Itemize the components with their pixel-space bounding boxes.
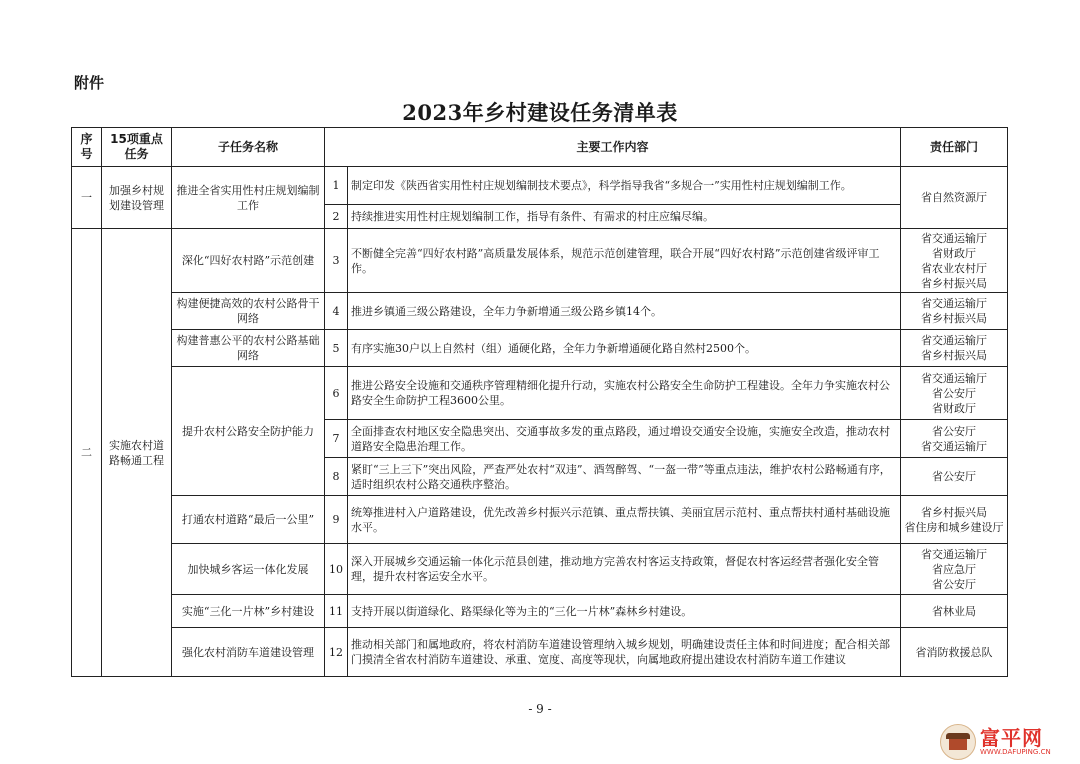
- item-number: 5: [325, 330, 348, 367]
- dept-name: 省交通运输厅: [921, 547, 988, 561]
- responsible-dept: [901, 167, 1008, 229]
- dept-name: 省交通运输厅: [921, 231, 988, 245]
- item-content: 推动相关部门和属地政府，将农村消防车道建设管理纳入城乡规划，明确建设责任主体和时间进度；配合相关部门摸清全省农村消防车道建设、承重、宽度、高度等现状，向属地政府提出建设农村消防车道工作建议: [348, 628, 901, 677]
- attachment-label: 附件: [74, 74, 105, 92]
- watermark: [940, 722, 1074, 760]
- item-number: 4: [325, 293, 348, 330]
- item-content: 支持开展以街道绿化、路渠绿化等为主的“三化一片林”森林乡村建设。: [348, 595, 901, 628]
- dept-name: 省公安厅: [932, 424, 977, 438]
- responsible-dept: [901, 293, 1008, 330]
- header-dept: 责任部门: [901, 128, 1008, 167]
- table-row: [72, 293, 1008, 330]
- table-row: [72, 544, 1008, 595]
- subtask-name: 推进全省实用性村庄规划编制工作: [172, 167, 325, 229]
- group-key-task: 加强乡村规划建设管理: [102, 167, 172, 229]
- subtask-name: 提升农村公路安全防护能力: [172, 367, 325, 496]
- dept-name: 省财政厅: [932, 246, 977, 260]
- table-row: [72, 628, 1008, 677]
- responsible-dept: [901, 628, 1008, 677]
- item-number: 7: [325, 420, 348, 458]
- dept-name: 省公安厅: [932, 386, 977, 400]
- responsible-dept: [901, 367, 1008, 420]
- subtask-name: 深化“四好农村路”示范创建: [172, 229, 325, 293]
- subtask-name: 强化农村消防车道建设管理: [172, 628, 325, 677]
- item-content: 推进公路安全设施和交通秩序管理精细化提升行动，实施农村公路安全生命防护工程建设。全年力争实施农村公路安全生命防护工程3600公里。: [348, 367, 901, 420]
- page-number: - 9 -: [528, 702, 552, 716]
- subtask-name: 构建普惠公平的农村公路基础网络: [172, 330, 325, 367]
- table-header-row: [72, 128, 1008, 167]
- header-seq: 序号: [72, 128, 102, 167]
- subtask-name: 实施“三化一片林”乡村建设: [172, 595, 325, 628]
- site-logo-icon: [940, 724, 976, 760]
- dept-name: 省交通运输厅: [921, 371, 988, 385]
- item-content: 不断健全完善“四好农村路”高质量发展体系，规范示范创建管理，联合开展“四好农村路”示范创建省级评审工作。: [348, 229, 901, 293]
- item-number: 9: [325, 496, 348, 544]
- dept-name: 省公安厅: [932, 470, 977, 483]
- item-content: 有序实施30户以上自然村（组）通硬化路，全年力争新增通硬化路自然村2500个。: [348, 330, 901, 367]
- table-row: [72, 496, 1008, 544]
- responsible-dept: [901, 496, 1008, 544]
- item-content: 统筹推进村入户道路建设，优先改善乡村振兴示范镇、重点帮扶镇、美丽宜居示范村、重点帮扶村通村基础设施水平。: [348, 496, 901, 544]
- responsible-dept: [901, 595, 1008, 628]
- dept-name: 省乡村振兴局: [921, 276, 988, 290]
- table-row: [72, 595, 1008, 628]
- dept-name: 省应急厅: [932, 562, 977, 576]
- header-subtask: 子任务名称: [172, 128, 325, 167]
- dept-name: 省交通运输厅: [921, 334, 988, 347]
- responsible-dept: [901, 458, 1008, 496]
- group-seq: 二: [72, 229, 102, 677]
- subtask-name: 构建便捷高效的农村公路骨干网络: [172, 293, 325, 330]
- item-content: 推进乡镇通三级公路建设，全年力争新增通三级公路乡镇14个。: [348, 293, 901, 330]
- dept-name: 省农业农村厅: [921, 261, 988, 275]
- responsible-dept: [901, 229, 1008, 293]
- dept-name: 省乡村振兴局: [921, 505, 988, 519]
- dept-name: 省交通运输厅: [921, 297, 988, 310]
- group-seq: 一: [72, 167, 102, 229]
- dept-name: 省财政厅: [932, 401, 977, 415]
- subtask-name: 打通农村道路“最后一公里”: [172, 496, 325, 544]
- dept-name: 省消防救援总队: [915, 645, 993, 659]
- responsible-dept: [901, 544, 1008, 595]
- item-number: 12: [325, 628, 348, 677]
- item-content: 全面排查农村地区安全隐患突出、交通事故多发的重点路段，通过增设交通安全设施，实施安全改造，推动农村道路安全隐患治理工作。: [348, 420, 901, 458]
- watermark-name: 富平网: [980, 726, 1043, 750]
- table-row: [72, 367, 1008, 420]
- dept-name: 省公安厅: [932, 577, 977, 591]
- item-number: 3: [325, 229, 348, 293]
- dept-name: 省交通运输厅: [921, 439, 988, 453]
- item-content: 持续推进实用性村庄规划编制工作，指导有条件、有需求的村庄应编尽编。: [348, 205, 901, 229]
- table-row: [72, 330, 1008, 367]
- dept-name: 省乡村振兴局: [921, 349, 988, 362]
- item-number: 8: [325, 458, 348, 496]
- responsible-dept: [901, 330, 1008, 367]
- item-number: 10: [325, 544, 348, 595]
- item-number: 2: [325, 205, 348, 229]
- group-key-task: 实施农村道路畅通工程: [102, 229, 172, 677]
- table-row: [72, 229, 1008, 293]
- header-key-task: 15项重点任务: [102, 128, 172, 167]
- document-title: 2023年乡村建设任务清单表: [402, 100, 678, 125]
- item-content: 制定印发《陕西省实用性村庄规划编制技术要点》，科学指导我省“多规合一”实用性村庄规划编制工作。: [348, 167, 901, 205]
- responsible-dept: [901, 420, 1008, 458]
- item-number: 6: [325, 367, 348, 420]
- item-number: 11: [325, 595, 348, 628]
- header-content: 主要工作内容: [325, 128, 901, 167]
- table-row: [72, 167, 1008, 205]
- item-content: 深入开展城乡交通运输一体化示范县创建，推动地方完善农村客运支持政策，督促农村客运经营者强化安全管理，提升农村客运安全水平。: [348, 544, 901, 595]
- dept-name: 省住房和城乡建设厅: [904, 520, 1004, 534]
- dept-name: 省乡村振兴局: [921, 312, 988, 325]
- item-content: 紧盯“三上三下”突出风险，严查严处农村“双违”、酒驾醉驾、“一盔一带”等重点违法，维护农村公路畅通有序，适时组织农村公路交通秩序整治。: [348, 458, 901, 496]
- subtask-name: 加快城乡客运一体化发展: [172, 544, 325, 595]
- task-table: [71, 127, 1008, 677]
- watermark-url: WWW.DAFUPING.CN: [980, 748, 1051, 756]
- dept-name: 省林业局: [932, 604, 977, 618]
- item-number: 1: [325, 167, 348, 205]
- dept-name: 省自然资源厅: [921, 191, 988, 204]
